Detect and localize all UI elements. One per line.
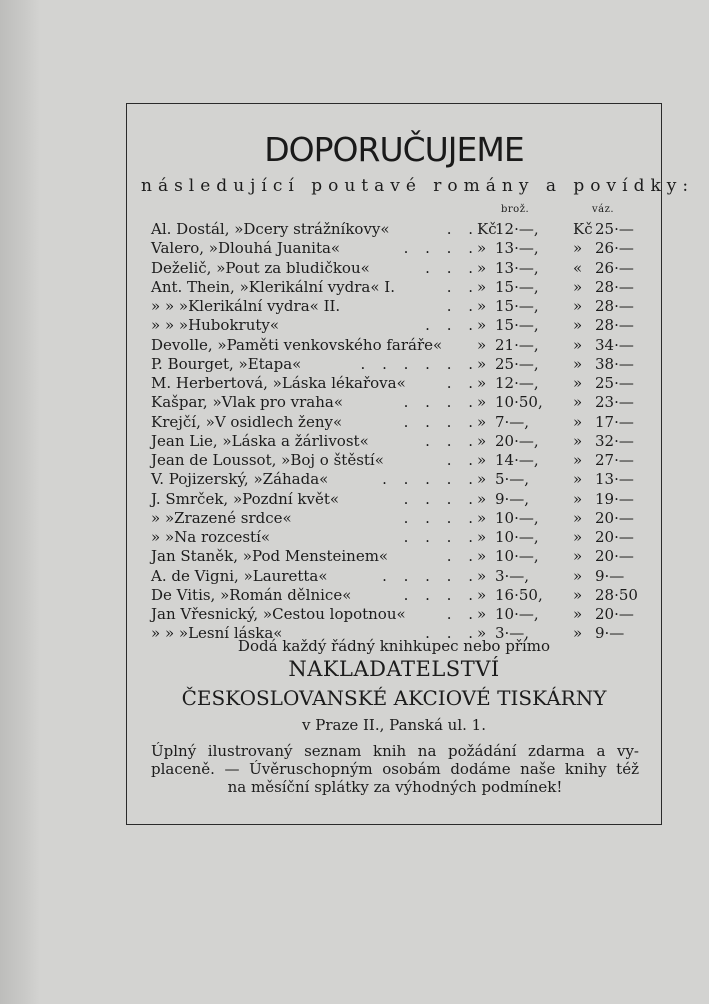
paperback-currency: » xyxy=(477,258,487,277)
hardcover-price: 27·— xyxy=(595,451,634,469)
book-title: De Vitis, »Román dělnice« xyxy=(151,585,352,604)
hardcover-currency: » xyxy=(573,605,583,623)
book-title: Krejčí, »V osidlech ženy« xyxy=(151,412,343,431)
paperback-currency: » xyxy=(477,239,487,258)
hardcover-price: 20·— xyxy=(595,547,634,566)
book-row xyxy=(151,297,651,316)
leader-dots: . . . . . xyxy=(382,566,479,585)
book-row xyxy=(151,336,651,355)
hardcover-currency: » xyxy=(573,431,583,450)
book-title: A. de Vigni, »Lauretta« xyxy=(151,566,328,585)
hardcover-price: 34·— xyxy=(595,335,634,354)
hardcover-price: 20·— xyxy=(595,508,634,527)
book-row xyxy=(151,278,651,297)
leader-dots: . . xyxy=(446,605,479,623)
book-title: Kašpar, »Vlak pro vraha« xyxy=(151,393,343,412)
book-title: » »Zrazené srdce« xyxy=(151,508,292,527)
paperback-currency: Kč xyxy=(477,220,497,238)
hardcover-currency: » xyxy=(573,528,583,546)
hardcover-currency: » xyxy=(573,393,583,412)
book-row xyxy=(151,316,651,335)
paperback-price: 15·—, xyxy=(495,297,539,315)
paperback-currency: » xyxy=(477,470,487,489)
leader-dots: . . . . xyxy=(403,489,479,508)
advertisement-box xyxy=(126,103,695,825)
paperback-price: 21·—, xyxy=(495,335,539,354)
hardcover-price: 19·— xyxy=(595,489,634,508)
hardcover-price: 28·50 xyxy=(595,585,638,604)
book-row xyxy=(151,490,651,509)
book-row xyxy=(151,567,651,586)
paperback-price: 10·—, xyxy=(495,547,539,566)
paperback-currency: » xyxy=(477,393,487,412)
leader-dots: . . . xyxy=(425,316,479,335)
leader-dots: . . xyxy=(446,220,479,238)
paperback-price: 15·—, xyxy=(495,277,539,296)
hardcover-currency: » xyxy=(573,547,583,566)
catalog-note-line: placeně. — Úvěruschopným osobám dodáme naše knihy též xyxy=(151,760,639,778)
book-title: Valero, »Dlouhá Juanita« xyxy=(151,239,341,258)
leader-dots: . . xyxy=(446,297,479,315)
book-row xyxy=(151,451,651,470)
book-title: Jan Vřesnický, »Cestou lopotnou« xyxy=(151,605,406,623)
paperback-price: 13·—, xyxy=(495,239,539,258)
paperback-price: 10·—, xyxy=(495,508,539,527)
paperback-currency: » xyxy=(477,508,487,527)
leader-dots: . . . . xyxy=(403,585,479,604)
paperback-currency: » xyxy=(477,451,487,469)
book-row xyxy=(151,355,651,374)
book-title: » » »Klerikální vydra« II. xyxy=(151,297,341,315)
paperback-currency: » xyxy=(477,412,487,431)
hardcover-currency: » xyxy=(573,374,583,392)
paperback-price: 13·—, xyxy=(495,258,539,277)
book-title: » »Na rozcestí« xyxy=(151,528,271,546)
leader-dots: . . . xyxy=(425,431,479,450)
paperback-price: 10·—, xyxy=(495,528,539,546)
book-title: Ant. Thein, »Klerikální vydra« I. xyxy=(151,277,395,296)
publisher-line-2: ČESKOSLOVANSKÉ AKCIOVÉ TISKÁRNY xyxy=(181,686,607,710)
leader-dots: . . . . xyxy=(403,412,479,431)
paperback-currency: » xyxy=(477,431,487,450)
book-title: » » »Lesní láska« xyxy=(151,624,283,643)
book-row xyxy=(151,393,651,412)
hardcover-price: 9·— xyxy=(595,624,625,643)
book-title: P. Bourget, »Etapa« xyxy=(151,354,302,373)
book-row xyxy=(151,413,651,432)
paperback-price: 10·—, xyxy=(495,605,539,623)
book-row xyxy=(151,239,651,258)
paperback-currency: » xyxy=(477,605,487,623)
hardcover-currency: » xyxy=(573,354,583,373)
page-edge-shadow xyxy=(0,0,40,1004)
leader-dots: . . xyxy=(446,277,479,296)
hardcover-currency: » xyxy=(573,470,583,489)
hardcover-price: 23·— xyxy=(595,393,634,412)
catalog-note-line: na měsíční splátky za výhodných podmínek! xyxy=(227,778,563,796)
leader-dots: . . xyxy=(446,451,479,469)
catalog-note xyxy=(151,742,639,796)
hardcover-price: 32·— xyxy=(595,431,634,450)
hardcover-price: 25·— xyxy=(595,220,634,238)
hardcover-currency: » xyxy=(573,297,583,315)
hardcover-price: 25·— xyxy=(595,374,634,392)
paperback-currency: » xyxy=(477,566,487,585)
leader-dots: . . . xyxy=(425,624,479,643)
hardcover-price: 28·— xyxy=(595,316,634,335)
hardcover-price: 20·— xyxy=(595,528,634,546)
hardcover-currency: » xyxy=(573,277,583,296)
publisher-address: v Praze II., Panská ul. 1. xyxy=(302,716,486,734)
book-title: » » »Hubokruty« xyxy=(151,316,280,335)
paperback-price: 9·—, xyxy=(495,489,530,508)
leader-dots: . . . . . xyxy=(382,470,479,489)
book-row xyxy=(151,470,651,489)
book-title: Devolle, »Paměti venkovského faráře« xyxy=(151,335,443,354)
column-header-hardcover: váz. xyxy=(592,204,615,215)
hardcover-currency: » xyxy=(573,316,583,335)
publisher-line-1: NAKLADATELSTVÍ xyxy=(288,657,500,681)
paperback-price: 14·—, xyxy=(495,451,539,469)
hardcover-currency: » xyxy=(573,624,583,643)
hardcover-price: 28·— xyxy=(595,277,634,296)
hardcover-price: 13·— xyxy=(595,470,634,489)
page-title: DOPORUČUJEME xyxy=(264,130,524,169)
paperback-price: 10·50, xyxy=(495,393,543,412)
paperback-currency: » xyxy=(477,335,487,354)
paperback-currency: » xyxy=(477,277,487,296)
book-row xyxy=(151,509,651,528)
hardcover-currency: » xyxy=(573,566,583,585)
book-row xyxy=(151,259,651,278)
paperback-currency: » xyxy=(477,547,487,566)
paperback-currency: » xyxy=(477,624,487,643)
paperback-price: 7·—, xyxy=(495,412,530,431)
paperback-currency: » xyxy=(477,528,487,546)
book-list xyxy=(151,220,651,644)
paperback-price: 20·—, xyxy=(495,431,539,450)
subheading: následující poutavé romány a povídky: xyxy=(141,176,695,196)
book-title: J. Smrček, »Pozdní květ« xyxy=(151,489,340,508)
leader-dots: . . . xyxy=(425,258,479,277)
paperback-price: 3·—, xyxy=(495,624,530,643)
leader-dots: . . . . . . xyxy=(360,354,479,373)
book-row xyxy=(151,547,651,566)
book-row xyxy=(151,586,651,605)
book-title: Jean Lie, »Láska a žárlivost« xyxy=(151,431,369,450)
hardcover-currency: » xyxy=(573,585,583,604)
paperback-currency: » xyxy=(477,316,487,335)
paperback-currency: » xyxy=(477,489,487,508)
book-title: M. Herbertová, »Láska lékařova« xyxy=(151,374,406,392)
book-title: Jean de Loussot, »Boj o štěstí« xyxy=(151,451,384,469)
paperback-currency: » xyxy=(477,297,487,315)
hardcover-price: 28·— xyxy=(595,297,634,315)
leader-dots: . . xyxy=(446,547,479,566)
paperback-currency: » xyxy=(477,585,487,604)
hardcover-price: 26·— xyxy=(595,258,634,277)
column-header-paperback: brož. xyxy=(501,204,530,215)
hardcover-price: 38·— xyxy=(595,354,634,373)
hardcover-price: 9·— xyxy=(595,566,625,585)
hardcover-currency: » xyxy=(573,239,583,258)
supply-line: Dodá každý řádný knihkupec nebo přímo xyxy=(237,637,551,655)
book-title: Al. Dostál, »Dcery strážníkovy« xyxy=(151,220,390,238)
hardcover-currency: » xyxy=(573,508,583,527)
book-row xyxy=(151,374,651,393)
hardcover-currency: Kč xyxy=(573,220,593,238)
leader-dots: . . . . xyxy=(403,508,479,527)
paperback-currency: » xyxy=(477,354,487,373)
book-row xyxy=(151,220,651,239)
hardcover-currency: » xyxy=(573,451,583,469)
paperback-price: 12·—, xyxy=(495,220,539,238)
paperback-price: 3·—, xyxy=(495,566,530,585)
book-row xyxy=(151,605,651,624)
hardcover-currency: » xyxy=(573,489,583,508)
leader-dots: . . xyxy=(446,374,479,392)
paperback-price: 15·—, xyxy=(495,316,539,335)
book-row xyxy=(151,528,651,547)
paperback-currency: » xyxy=(477,374,487,392)
book-title: Deželič, »Pout za bludičkou« xyxy=(151,258,370,277)
catalog-note-line: Úplný ilustrovaný seznam knih na požádání zdarma a vy- xyxy=(151,742,639,760)
paperback-price: 16·50, xyxy=(495,585,543,604)
hardcover-currency: » xyxy=(573,412,583,431)
book-row xyxy=(151,432,651,451)
hardcover-currency: » xyxy=(573,335,583,354)
leader-dots: . . . . xyxy=(403,528,479,546)
hardcover-price: 17·— xyxy=(595,412,634,431)
hardcover-price: 20·— xyxy=(595,605,634,623)
paperback-price: 12·—, xyxy=(495,374,539,392)
leader-dots: . . . . xyxy=(403,239,479,258)
book-title: Jan Staněk, »Pod Mensteinem« xyxy=(151,547,389,566)
paperback-price: 5·—, xyxy=(495,470,530,489)
hardcover-price: 26·— xyxy=(595,239,634,258)
paperback-price: 25·—, xyxy=(495,354,539,373)
book-title: V. Pojizerský, »Záhada« xyxy=(151,470,329,489)
leader-dots: . . . . xyxy=(403,393,479,412)
hardcover-currency: « xyxy=(573,258,583,277)
